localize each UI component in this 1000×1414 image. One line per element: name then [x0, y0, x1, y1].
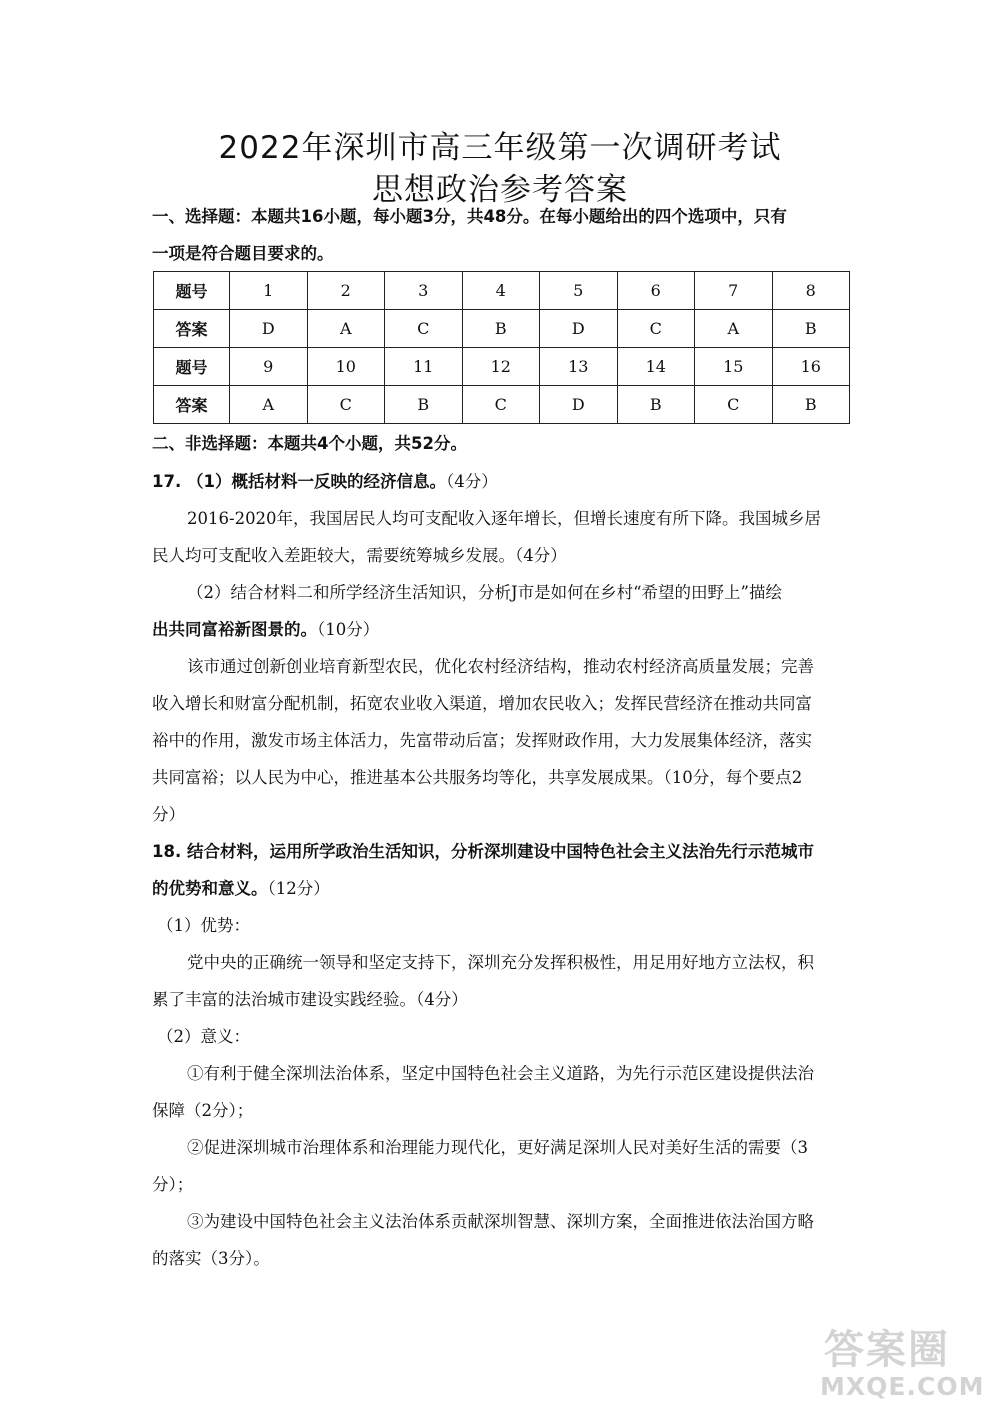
q17-part2-text: 出共同富裕新图景的。	[152, 620, 317, 639]
q18-section1-label: （1）优势：	[157, 916, 250, 935]
q18-question: 18. 结合材料，运用所学政治生活知识，分析深圳建设中国特色社会主义法治先行示范城市	[152, 842, 814, 861]
q18-section2-answer-line: 的落实（3分）。	[152, 1249, 270, 1268]
table-cell: 7	[695, 272, 773, 310]
q18-question-cont	[152, 879, 852, 899]
table-row	[154, 386, 850, 424]
table-cell: B	[772, 310, 850, 348]
q18-section2-label: （2）意义：	[157, 1027, 250, 1046]
q17-part2-answer-line: 共同富裕；以人民为中心，推进基本公共服务均等化，共享发展成果。（10分，每个要点2	[152, 768, 803, 787]
table-cell: 3	[385, 272, 463, 310]
table-cell: C	[695, 386, 773, 424]
table-cell: B	[462, 310, 540, 348]
section2-heading: 二、非选择题：本题共4个小题，共52分。	[152, 434, 467, 453]
table-cell: A	[695, 310, 773, 348]
table-cell: 6	[617, 272, 695, 310]
table-cell: C	[385, 310, 463, 348]
section1-heading: 一、选择题：本题共16小题，每小题3分，共48分。在每小题给出的四个选项中，只有	[152, 207, 787, 226]
table-row	[154, 272, 850, 310]
watermark-logo	[812, 1318, 997, 1408]
table-cell: A	[307, 310, 385, 348]
q18-section2-answer-line: 分）；	[152, 1175, 194, 1194]
table-cell: D	[540, 386, 618, 424]
q17-part2-points: （10分）	[317, 620, 380, 639]
table-cell: D	[540, 310, 618, 348]
q17-part2-question-cont	[152, 620, 852, 640]
table-row	[154, 310, 850, 348]
answer-table	[153, 271, 850, 424]
q17-part2-answer-line: 收入增长和财富分配机制，拓宽农业收入渠道，增加农民收入；发挥民营经济在推动共同富	[152, 694, 812, 713]
q17-part1-points: （4分）	[445, 472, 498, 491]
table-cell: 10	[307, 348, 385, 386]
table-cell: 9	[230, 348, 308, 386]
table-cell: B	[772, 386, 850, 424]
q17-part1-text: 17. （1）概括材料一反映的经济信息。	[152, 472, 446, 491]
page-subtitle: 思想政治参考答案	[372, 172, 628, 208]
table-cell: 1	[230, 272, 308, 310]
table-header-cell: 答案	[154, 310, 230, 348]
q18-text: 的优势和意义。	[152, 879, 268, 898]
q17-part1-answer-line: 2016-2020年，我国居民人均可支配收入逐年增长，但增长速度有所下降。我国城乡居	[187, 509, 822, 528]
table-cell: C	[307, 386, 385, 424]
q18-section1-answer-line: 累了丰富的法治城市建设实践经验。（4分）	[152, 990, 468, 1009]
table-cell: B	[617, 386, 695, 424]
watermark-url: MXQE.COM	[820, 1372, 985, 1401]
table-header-cell: 题号	[154, 348, 230, 386]
table-cell: C	[617, 310, 695, 348]
q18-section2-answer-line: 保障（2分）；	[152, 1101, 254, 1120]
table-cell: 14	[617, 348, 695, 386]
table-cell: 11	[385, 348, 463, 386]
section1-heading-cont: 一项是符合题目要求的。	[152, 244, 334, 263]
table-cell: 16	[772, 348, 850, 386]
table-cell: 4	[462, 272, 540, 310]
table-cell: 5	[540, 272, 618, 310]
table-cell: C	[462, 386, 540, 424]
table-cell: 13	[540, 348, 618, 386]
table-cell: 8	[772, 272, 850, 310]
q17-part2-answer-line: 分）	[152, 805, 185, 824]
table-cell: D	[230, 310, 308, 348]
table-header-cell: 题号	[154, 272, 230, 310]
q17-part1-answer-line: 民人均可支配收入差距较大，需要统筹城乡发展。（4分）	[152, 546, 567, 565]
table-cell: A	[230, 386, 308, 424]
table-cell: 15	[695, 348, 773, 386]
watermark-text: 答案圈	[824, 1327, 950, 1373]
table-cell: 2	[307, 272, 385, 310]
q18-points: （12分）	[267, 879, 330, 898]
page-title: 2022年深圳市高三年级第一次调研考试	[218, 130, 782, 166]
q18-section1-answer-line: 党中央的正确统一领导和坚定支持下，深圳充分发挥积极性，用足用好地方立法权，积	[187, 953, 814, 972]
table-row	[154, 348, 850, 386]
q17-part2-answer-line: 裕中的作用，激发市场主体活力，先富带动后富；发挥财政作用，大力发展集体经济，落实	[152, 731, 812, 750]
q18-section2-answer-line: ①有利于健全深圳法治体系，坚定中国特色社会主义道路，为先行示范区建设提供法治	[187, 1064, 814, 1083]
table-header-cell: 答案	[154, 386, 230, 424]
q18-section2-answer-line: ③为建设中国特色社会主义法治体系贡献深圳智慧、深圳方案，全面推进依法治国方略	[187, 1212, 814, 1231]
q17-part1-question	[152, 472, 852, 492]
table-cell: 12	[462, 348, 540, 386]
q18-section2-answer-line: ②促进深圳城市治理体系和治理能力现代化，更好满足深圳人民对美好生活的需要（3	[187, 1138, 808, 1157]
q17-part2-answer-line: 该市通过创新创业培育新型农民，优化农村经济结构，推动农村经济高质量发展；完善	[187, 657, 814, 676]
q17-part2-question: （2）结合材料二和所学经济生活知识，分析J市是如何在乡村“希望的田野上”描绘	[187, 583, 782, 602]
table-cell: B	[385, 386, 463, 424]
